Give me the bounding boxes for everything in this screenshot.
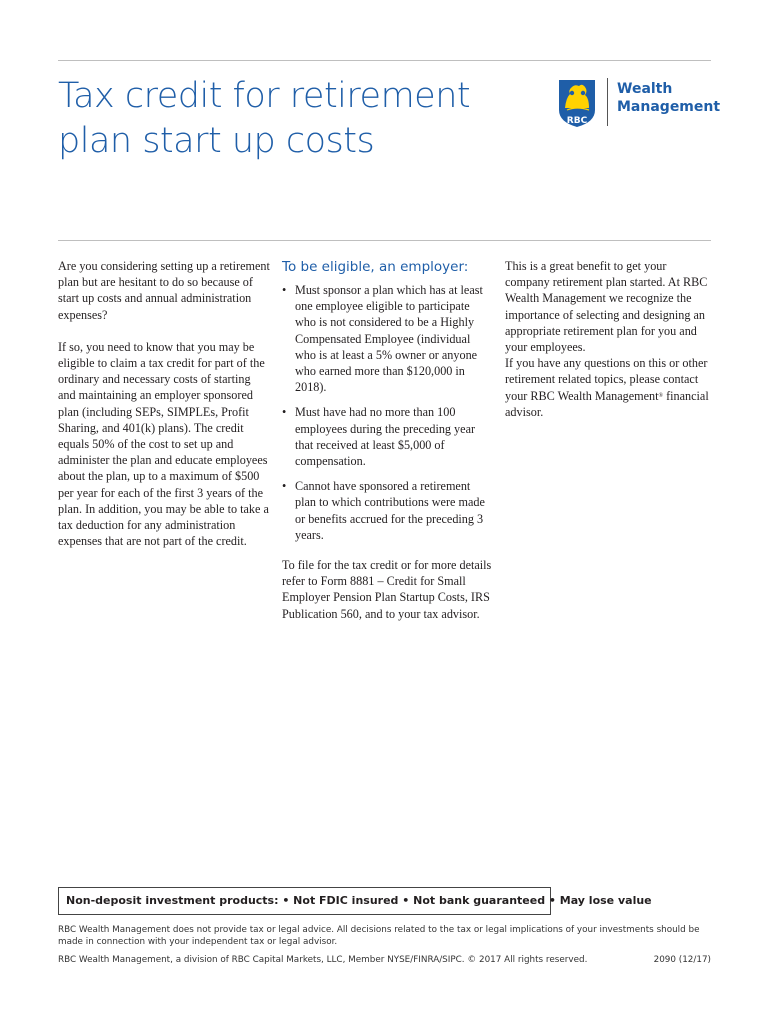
eligibility-column bbox=[282, 258, 492, 638]
bullet-icon: • bbox=[282, 405, 287, 420]
eligibility-heading: To be eligible, an employer: bbox=[282, 259, 469, 275]
logo-word-wealth: Wealth bbox=[617, 81, 673, 97]
title-line-2: plan start up costs bbox=[58, 121, 375, 161]
bullet-icon: • bbox=[282, 479, 287, 494]
credit-explanation: If so, you need to know that you may be eligible to claim a tax credit for part of the ordinary and necessary costs of starting and maintaining an employer sponsored plan (including SEPs, SIMPLEs, Profit Sharing, and 401(k) plans). The credit equals 50% of the cost to set up and administer the plan and educate employees about the plan, up to a maximum of $500 per year for each of the first 3 years of the plan. In addition, you may be able to take a tax deduction for any administration expenses that are not part of the credit. bbox=[58, 339, 269, 549]
list-item-text: Cannot have sponsored a retirement plan to which contributions were made or benefits accrued for the preceding 3 years. bbox=[295, 479, 485, 542]
logo-word-management: Management bbox=[617, 99, 721, 115]
logo-wordmark bbox=[617, 80, 720, 116]
title-line-1: Tax credit for retirement bbox=[58, 76, 471, 116]
intro-column bbox=[58, 258, 270, 565]
intro-question: Are you considering setting up a retirement plan but are hesitant to do so because of start up costs and annual administration expenses? bbox=[58, 259, 270, 322]
list-item-text: Must have had no more than 100 employees during the preceding year that received at least $5,000 of compensation. bbox=[295, 405, 476, 469]
contact-text: If you have any questions on this or other retirement related topics, please contact your RBC Wealth Management bbox=[505, 356, 708, 403]
benefit-column bbox=[505, 258, 713, 420]
list-item bbox=[282, 404, 492, 469]
list-item bbox=[282, 478, 492, 543]
logo-divider bbox=[607, 78, 608, 126]
list-item-text: Must sponsor a plan which has at least one employee eligible to participate who is not considered to be a Highly Compensated Employee (individual who is at least a 5% owner or anyone who earned more than $120,000 in 2018). bbox=[295, 283, 483, 395]
legal-footer: RBC Wealth Management, a division of RBC Capital Markets, LLC, Member NYSE/FINRA/SIPC. © 2017 All rights reserved. bbox=[58, 955, 588, 965]
section-divider bbox=[58, 240, 711, 241]
investment-notice-box: Non-deposit investment products: • Not FDIC insured • Not bank guaranteed • May lose value bbox=[58, 887, 551, 915]
registered-mark: ® bbox=[658, 392, 664, 399]
bullet-icon: • bbox=[282, 283, 287, 297]
eligibility-list bbox=[282, 282, 492, 543]
rbc-wealth-management-logo bbox=[557, 78, 721, 130]
form-code: 2090 (12/17) bbox=[653, 955, 711, 965]
filing-instructions: To file for the tax credit or for more details refer to Form 8881 – Credit for Small Employer Pension Plan Startup Costs, IRS Publication 560, and to your tax advisor. bbox=[282, 558, 492, 621]
logo-mark-text: RBC bbox=[566, 116, 588, 126]
rbc-shield-icon bbox=[557, 78, 599, 128]
tax-disclaimer: RBC Wealth Management does not provide tax or legal advice. All decisions related to the tax or legal implications of your investments should be made in connection with your independent tax or legal advisor. bbox=[58, 925, 700, 947]
top-divider bbox=[58, 60, 711, 61]
page-title bbox=[58, 74, 498, 164]
benefit-paragraph: This is a great benefit to get your company retirement plan started. At RBC Wealth Management we recognize the importance of selecting and designing an appropriate retirement plan for you and your employees. bbox=[505, 259, 708, 355]
list-item bbox=[282, 282, 492, 395]
contact-text-end: financial advisor. bbox=[505, 388, 709, 419]
contact-paragraph bbox=[505, 355, 713, 420]
